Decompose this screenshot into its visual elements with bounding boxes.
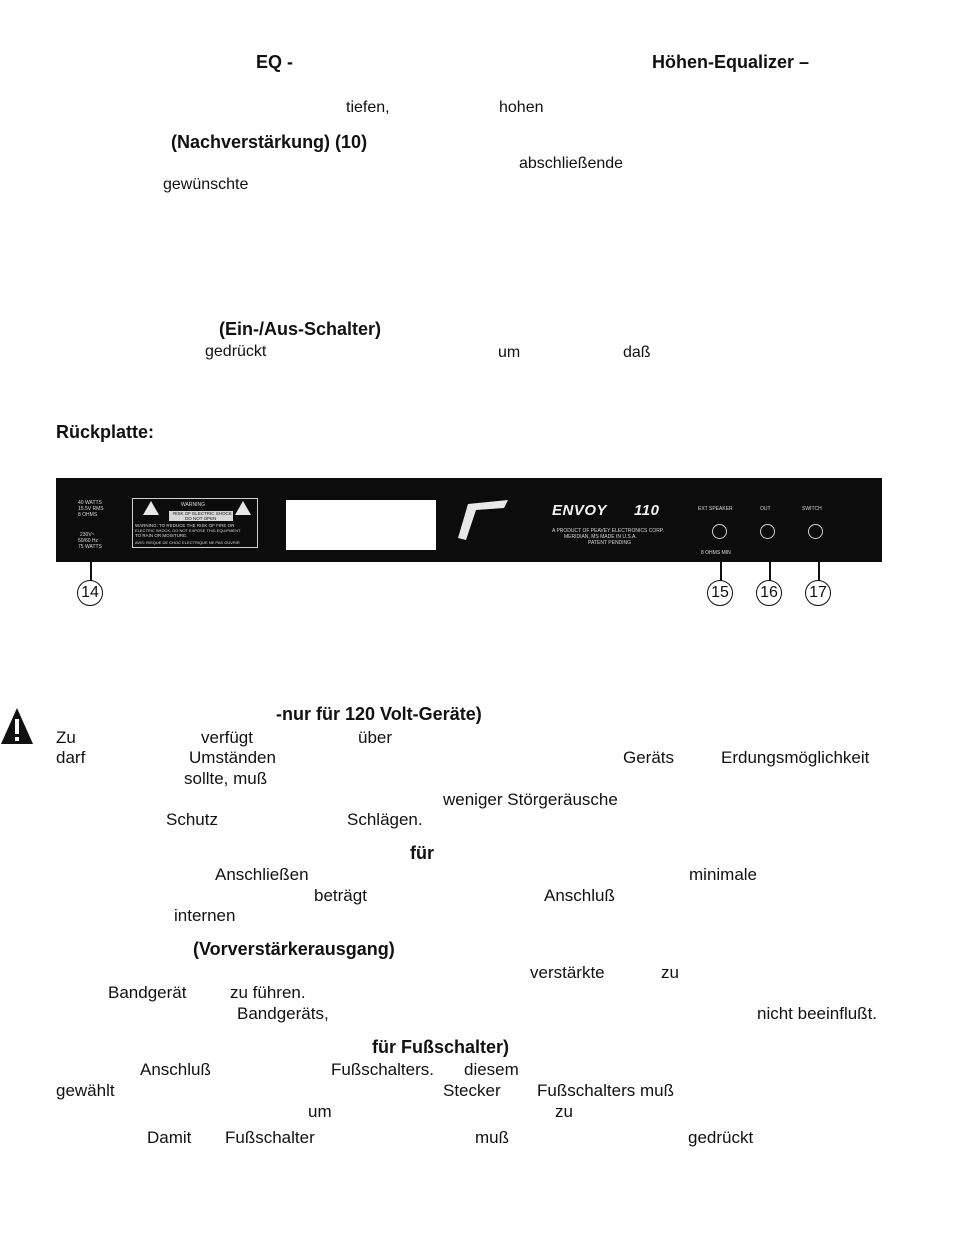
avis-line: AVIS: RISQUE DE CHOC ELECTRIQUE NE PAS OUVRIR <box>135 540 240 545</box>
text-anschliessen: Anschließen <box>215 865 309 884</box>
callout-14: 14 <box>77 580 103 606</box>
warning-line-3: TO RAIN OR MOISTURE. <box>135 533 188 538</box>
text-darf: darf <box>56 748 86 767</box>
hoehen-equalizer-heading: Höhen-Equalizer – <box>652 52 810 72</box>
product-line-2: MERIDIAN, MS MADE IN U.S.A. <box>564 534 637 540</box>
text-fussschalters: Fußschalters. <box>331 1060 434 1079</box>
text-internen: internen <box>174 906 236 925</box>
caution-icon <box>0 707 34 750</box>
warning-triangle-left-icon <box>143 501 159 515</box>
warning-triangle-right-icon <box>235 501 251 515</box>
text-tiefen: tiefen, <box>346 99 390 116</box>
text-gedrueckt-2: gedrückt <box>688 1128 754 1147</box>
risk-line-2: DO NOT OPEN <box>185 516 217 521</box>
power-rating-3: 8 OHMS <box>78 512 98 518</box>
text-diesem: diesem <box>464 1060 519 1079</box>
product-line-1: A PRODUCT OF PEAVEY ELECTRONICS CORP. <box>552 528 664 534</box>
text-muss: muß <box>475 1128 509 1147</box>
callout-14-leader <box>90 562 92 582</box>
risk-bar <box>169 511 233 521</box>
callout-15-leader <box>720 562 722 582</box>
text-anschluss-2: Anschluß <box>140 1060 211 1079</box>
text-umstaenden: Umständen <box>189 748 276 767</box>
switch-jack[interactable] <box>808 524 823 539</box>
text-anschluss-1: Anschluß <box>544 886 615 905</box>
text-bandgeraets: Bandgeräts, <box>237 1004 329 1023</box>
nachverstaerkung-heading: (Nachverstärkung) (10) <box>171 132 368 152</box>
text-minimale: minimale <box>689 865 758 884</box>
serial-label-blank <box>286 500 436 550</box>
text-bandgeraet: Bandgerät <box>108 983 187 1002</box>
vorverstaerkerausgang-heading: (Vorverstärkerausgang) <box>193 939 395 959</box>
text-zu-2: zu <box>661 963 679 982</box>
text-schutz: Schutz <box>166 810 218 829</box>
out-jack[interactable] <box>760 524 775 539</box>
warning-title: WARNING <box>181 502 205 508</box>
text-gewaehlt: gewählt <box>56 1081 115 1100</box>
ein-aus-schalter-heading: (Ein-/Aus-Schalter) <box>219 319 382 339</box>
text-weniger-stoergeraeusche: weniger Störgeräusche <box>443 790 618 809</box>
ext-speaker-label: EXT SPEAKER <box>698 506 733 512</box>
text-zu-3: zu <box>555 1102 573 1121</box>
power-rating-2: 15.5V RMS <box>78 506 104 512</box>
voltage-rating-1: 230V~ <box>80 532 95 538</box>
text-um: um <box>498 344 521 361</box>
warning-label <box>132 498 258 548</box>
text-betraegt: beträgt <box>314 886 367 905</box>
text-verstaerkte: verstärkte <box>530 963 605 982</box>
text-sollte-muss: sollte, muß <box>184 769 268 788</box>
text-um-2: um <box>308 1102 332 1121</box>
text-fussschalter: Fußschalter <box>225 1128 315 1147</box>
warning-line-1: WARNING: TO REDUCE THE RISK OF FIRE OR <box>135 523 235 528</box>
text-gedrueckt: gedrückt <box>205 343 267 360</box>
eq-heading: EQ - <box>256 52 294 72</box>
text-zu-fuehren: zu führen. <box>230 983 306 1002</box>
nur-120-volt-heading: -nur für 120 Volt-Geräte) <box>276 704 482 724</box>
text-stecker: Stecker <box>443 1081 501 1100</box>
callout-17-leader <box>818 562 820 582</box>
text-dass: daß <box>623 344 651 361</box>
voltage-rating-3: 75 WATTS <box>78 544 102 550</box>
voltage-rating-2: 50/60 Hz <box>78 538 99 544</box>
text-nicht-beeinflusst: nicht beeinflußt. <box>757 1004 878 1023</box>
peavey-logo <box>454 498 512 542</box>
fussschalter-heading: für Fußschalter) <box>372 1037 510 1057</box>
text-gewuenschte: gewünschte <box>163 176 249 193</box>
switch-label: SWITCH <box>802 506 822 512</box>
ext-speaker-jack[interactable] <box>712 524 727 539</box>
text-geraets: Geräts <box>623 748 675 767</box>
model-name: ENVOY <box>552 502 608 519</box>
power-rating-1: 40 WATTS <box>78 500 102 506</box>
fuer-heading: für <box>410 843 434 863</box>
callout-16-leader <box>769 562 771 582</box>
callout-16: 16 <box>756 580 782 606</box>
rear-panel <box>56 478 882 562</box>
text-ueber: über <box>358 728 393 747</box>
model-number: 110 <box>634 502 660 519</box>
out-label: OUT <box>760 506 771 512</box>
text-damit: Damit <box>147 1128 192 1147</box>
text-hohen: hohen <box>499 99 544 116</box>
text-erdungsmoeglichkeit: Erdungsmöglichkeit <box>721 748 870 767</box>
rueckplatte-heading: Rückplatte: <box>56 422 155 442</box>
risk-line-1: RISK OF ELECTRIC SHOCK <box>173 511 232 516</box>
text-verfuegt: verfügt <box>201 728 253 747</box>
text-abschliessende: abschließende <box>519 155 624 172</box>
text-zu: Zu <box>56 728 76 747</box>
callout-15: 15 <box>707 580 733 606</box>
text-schlaegen: Schlägen. <box>347 810 423 829</box>
text-fussschalters-muss: Fußschalters muß <box>537 1081 674 1100</box>
callout-17: 17 <box>805 580 831 606</box>
product-line-3: PATENT PENDING <box>588 540 632 546</box>
ohms-min-label: 8 OHMS MIN <box>701 550 731 556</box>
warning-line-2: ELECTRIC SHOCK, DO NOT EXPOSE THIS EQUIPMENT <box>135 528 241 533</box>
logo-text: PEAVEY <box>474 517 502 524</box>
